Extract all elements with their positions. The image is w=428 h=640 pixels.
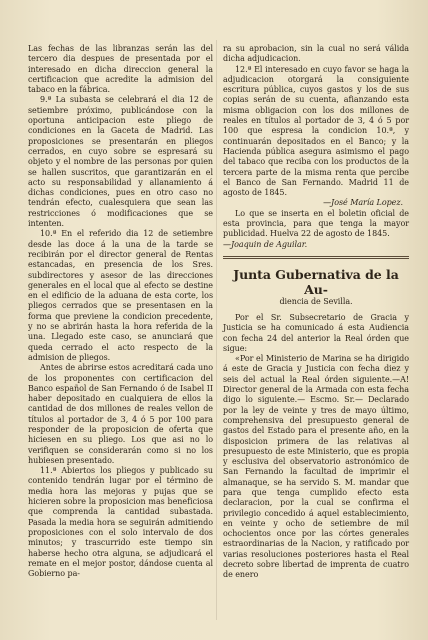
paragraph-libranzas: Las fechas de las libranzas serán las del tercero dia despues de presentada por el interesado en dicha direccion general la certificacion que acredite la admision del tabaco en la fábrica. <box>28 44 213 95</box>
paragraph-insercion: Lo que se inserta en el boletin oficial de esta provincia, para que tenga la mayor publicidad. Huelva 22 de agosto de 1845. <box>223 208 409 239</box>
column-gutter <box>216 40 217 620</box>
signature-joaquin-de-aguilar: —Joaquin de Aguilar. <box>223 239 308 249</box>
paragraph-condition-12: 12.ª El interesado en cuyo favor se haga la adjudicacion otorgará la consiguiente escritura pública, cuyos gastos y los de sus copias serán de su cuenta, afianzando esta misma obligacion con los dos millones de reales en títulos al portador de 3, 4 ó 5 por 100 que espresa la condicion 10.ª, y continuarán depositados en el Banco; y la Hacienda pública asegura asimismo el pago del tabaco que reciba con los productos de la tercera parte de la misma renta que percibe el Banco de San Fernando. Madrid 11 de agosto de 1845. <box>223 64 409 198</box>
paragraph-condition-11: 11.ª Abiertos los pliegos y publicado su contenido tendrán lugar por el término de media hora las mejoras y pujas que se hicieren sobre la proposicion mas beneficiosa que comprenda la cantidad subastada. Pasada la media hora se seguirán admitiendo proposiciones con el solo intervalo de dos minutos; y trascurrido este tiempo sin haberse hecho otra alguna, se adjudicará el remate en el mejor postor, dándose cuenta al Gobierno pa- <box>28 466 213 579</box>
left-column <box>28 44 213 579</box>
paragraph-aprobacion: ra su aprobacion, sin la cual no será válida dicha adjudicacion. <box>223 44 409 64</box>
right-column <box>223 44 409 581</box>
signature-jose-maria-lopez: —José María Lopez. <box>323 198 403 208</box>
paragraph-deposit: Antes de abrirse estos acreditará cada uno de los proponentes con certificacion del Banco español de San Fernando ó de Isabel II haber depositado en cualquiera de ellos la cantidad de dos millones de reales vellon de títulos al portador de 3, 4 ó 5 por 100 para responder de la proposicion de oferta que hiciesen en su pliego. Los que asi no lo verifiquen se considerarán como si no los hubiesen presentado. <box>28 363 213 465</box>
paragraph-condition-9: 9.ª La subasta se celebrará el dia 12 de setiembre próximo, publicándose con la oportuna anticipacion este pliego de condiciones en la Gaceta de Madrid. Las proposiciones se presentarán en pliegos cerrados, en cuyo sobre se espresará su objeto y el nombre de las personas por quien se hallen suscritos, que garantizarán en el acto su responsabilidad y allanamiento á dichas condiciones, pues en otro caso no tendrán efecto, cualesquiera que sean las restricciones ó modificaciones que se intenten. <box>28 95 213 229</box>
paragraph-condition-10: 10.ª En el referido dia 12 de setiembre desde las doce á la una de la tarde se recibirán por el director general de Rentas estancadas, en presencia de los Sres. subdirectores y asesor de las direcciones generales en el local que al efecto se destine en el edificio de la aduana de esta corte, los pliegos cerrados que se presentasen en la forma que previene la condicion precedente, y no se abrirán hasta la hora referida de la una. Llegado este caso, se anunciará que queda cerrado el acto respecto de la admision de pliegos. <box>28 229 213 362</box>
paragraph-subsecretario: Por el Sr. Subsecretario de Gracia y Justicia se ha comunicado á esta Audiencia con fecha 24 del anterior la Real órden que sigue: <box>223 312 409 353</box>
section-divider <box>223 256 409 259</box>
paragraph-real-orden: «Por el Ministerio de Marina se ha dirigido á este de Gracia y Justicia con fecha diez y seis del actual la Real órden siguiente.—A! Director general de la Armada con esta fecha digo lo siguiente.— Escmo. Sr.— Declarado por la ley de veinte y tres de mayo último, comprehensiva del presupuesto general de gastos del Estado para el presente año, en la disposicion primera de las relativas al presupuesto de este Ministerio, que es propia y esclusiva del observatorio astronómico de San Fernando la facultad de imprimir el almanaque, se ha servido S. M. mandar que para que tenga cumplido efecto esta declaracion, por la cual se confirma el privilegio concedido á aquel establecimiento, en veinte y ocho de setiembre de mil ochocientos once por las córtes generales estraordinarias de la Nacion, y ratificado por varias resoluciones posteriores hasta el Real decreto sobre libertad de imprenta de cuatro de enero <box>223 354 409 580</box>
section-subheading: diencia de Sevilla. <box>279 296 353 306</box>
section-heading: Junta Gubernativa de la Au- <box>233 266 399 297</box>
